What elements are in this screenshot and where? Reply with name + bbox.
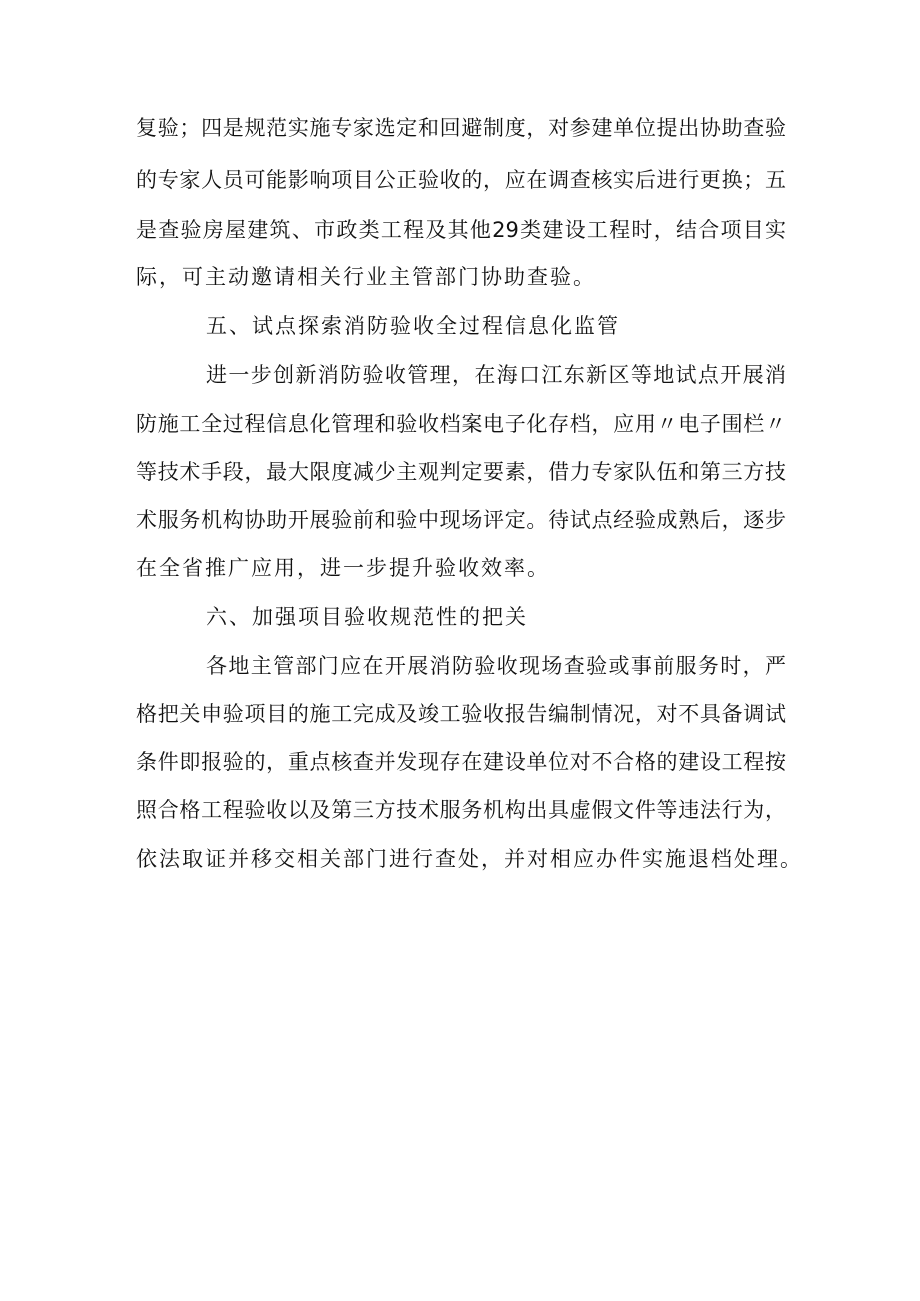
paragraph-line: 进一步创新消防验收管理，在海口江东新区等地试点开展消 [206, 363, 786, 387]
paragraph-line: 在全省推广应用，进一步提升验收效率。 [136, 556, 550, 580]
paragraph-line: 际，可主动邀请相关行业主管部门协助查验。 [136, 265, 596, 289]
paragraph-line: 格把关申验项目的施工完成及竣工验收报告编制情况，对不具备调试 [136, 702, 786, 726]
paragraph-line: 等技术手段，最大限度减少主观判定要素，借力专家队伍和第三方技 [136, 460, 786, 484]
paragraph-line: 各地主管部门应在开展消防验收现场查验或事前服务时，严 [206, 654, 786, 678]
paragraph-line: 的专家人员可能影响项目公正验收的，应在调查核实后进行更换；五 [136, 168, 786, 192]
section-heading: 六、加强项目验收规范性的把关 [206, 605, 528, 629]
section-heading: 五、试点探索消防验收全过程信息化监管 [206, 314, 620, 338]
paragraph-line: 复验；四是规范实施专家选定和回避制度，对参建单位提出协助查验 [136, 116, 786, 140]
paragraph-line: 依法取证并移交相关部门进行查处，并对相应办件实施退档处理。 [136, 847, 803, 871]
paragraph-line: 是查验房屋建筑、市政类工程及其他29类建设工程时，结合项目实 [136, 218, 786, 242]
paragraph-line: 照合格工程验收以及第三方技术服务机构出具虚假文件等违法行为， [136, 798, 786, 822]
paragraph-line: 术服务机构协助开展验前和验中现场评定。待试点经验成熟后，逐步 [136, 508, 786, 532]
paragraph-line: 条件即报验的，重点核查并发现存在建设单位对不合格的建设工程按 [136, 750, 786, 774]
paragraph-line: 防施工全过程信息化管理和验收档案电子化存档，应用〃电子围栏〃 [136, 412, 786, 436]
